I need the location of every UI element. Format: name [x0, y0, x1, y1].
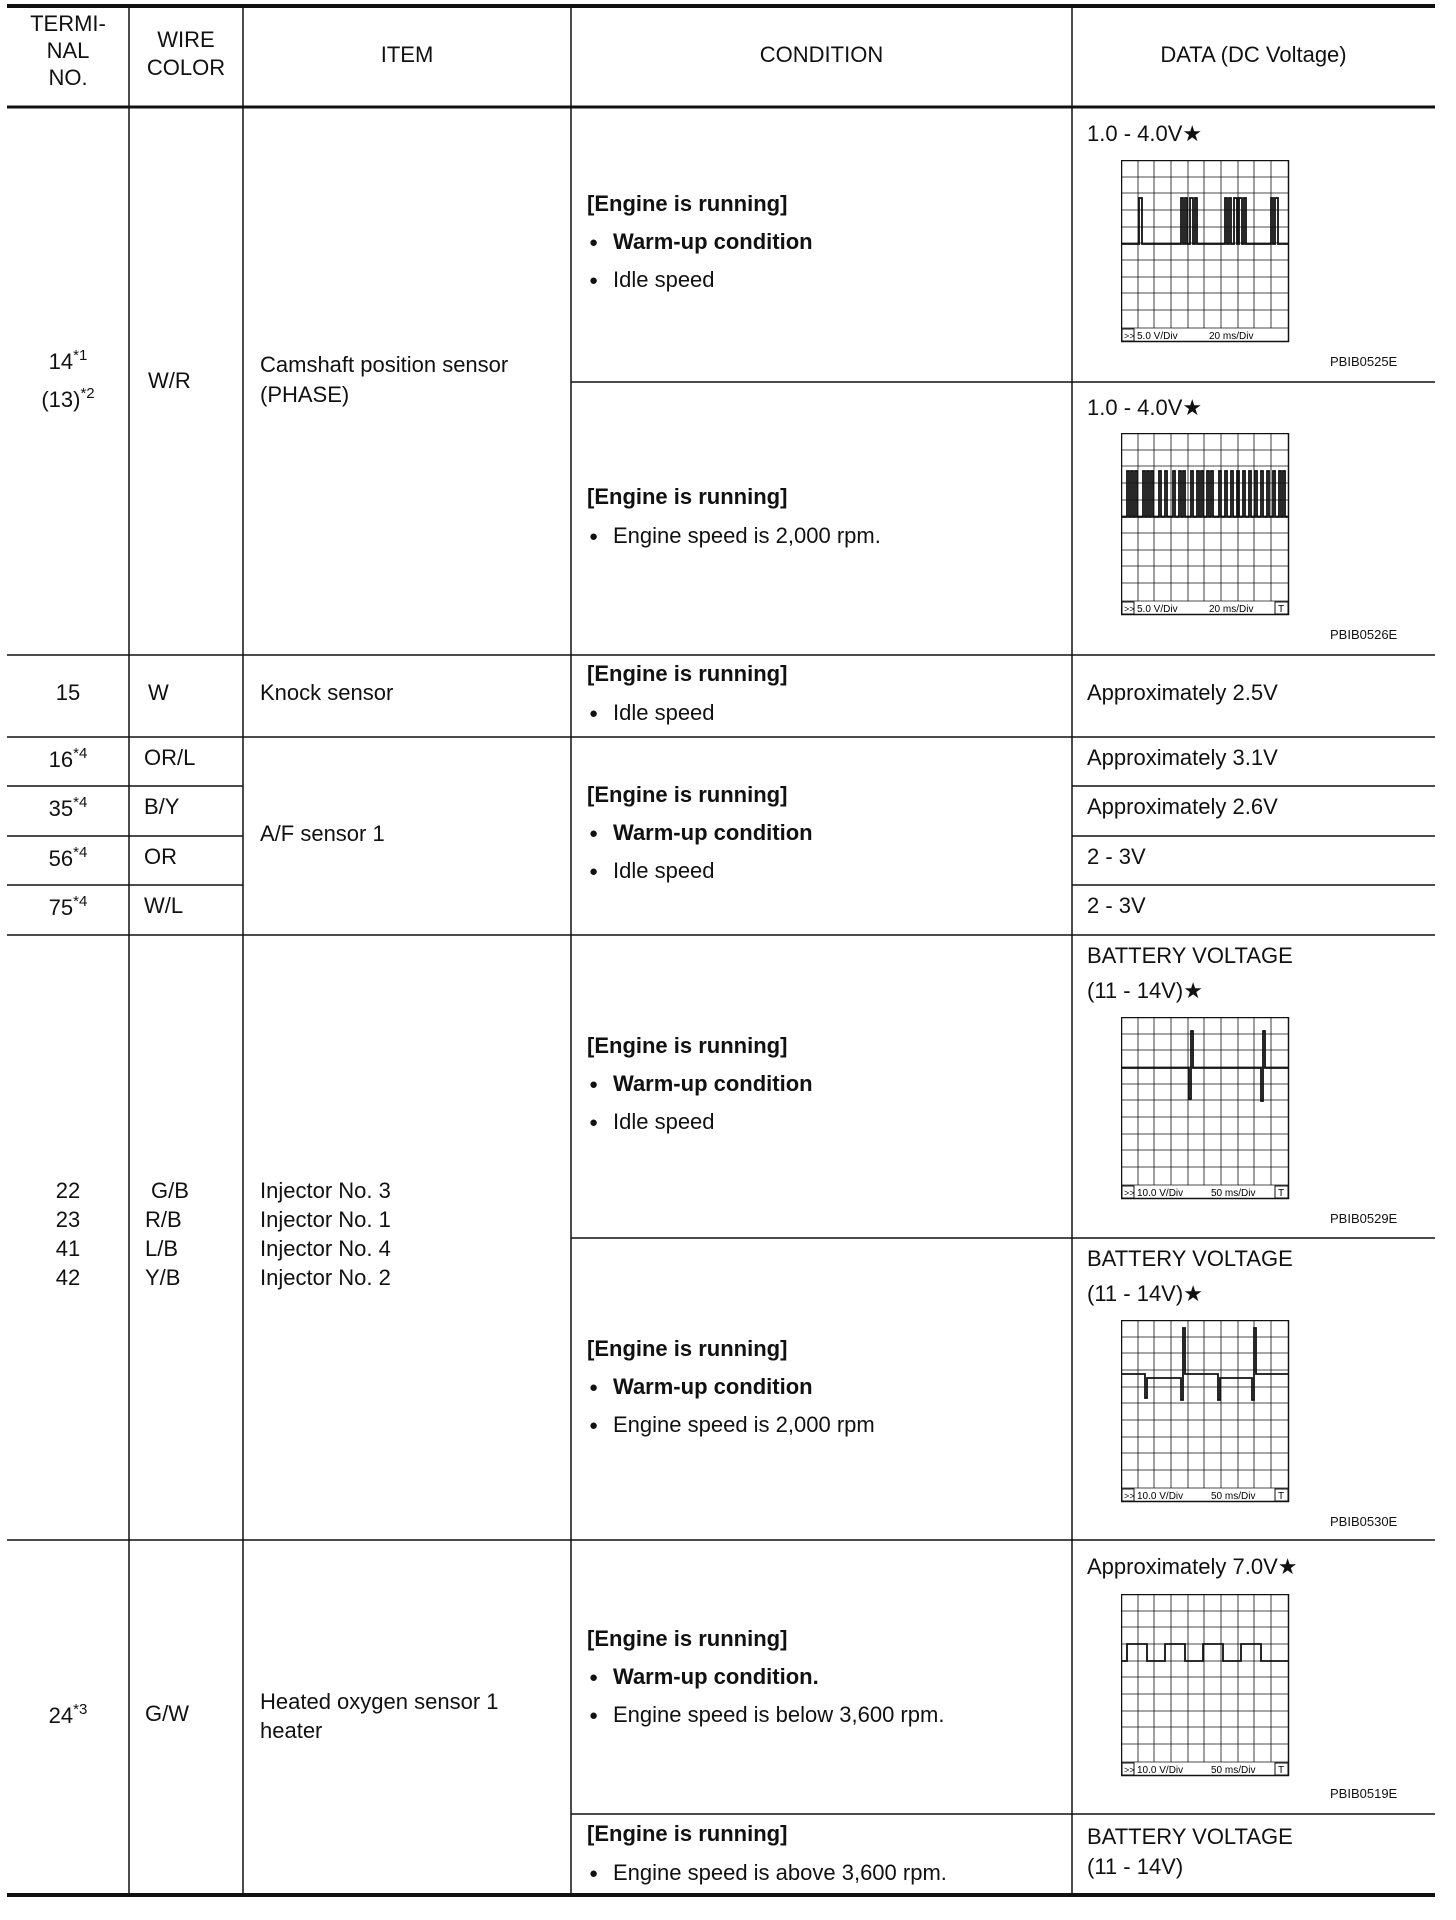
af-wire: W/L — [144, 893, 184, 918]
cond-engine-running: [Engine is running] — [587, 1626, 788, 1651]
star-icon: ★ — [1182, 395, 1203, 420]
header-terminal: TERMI- NAL NO. — [30, 11, 106, 90]
af-data: Approximately 3.1V — [1087, 745, 1278, 770]
cam-wire: W/R — [148, 368, 191, 393]
figure-code: PBIB0526E — [1330, 627, 1398, 642]
cond-engine-running: [Engine is running] — [587, 661, 788, 686]
star-icon: ★ — [1183, 978, 1203, 1003]
header-condition: CONDITION — [759, 42, 884, 67]
af-item: A/F sensor 1 — [260, 821, 385, 846]
cond-idle: ● Idle speed — [589, 857, 715, 886]
figure-code: PBIB0529E — [1330, 1211, 1398, 1226]
af-data: Approximately 2.6V — [1087, 794, 1278, 819]
star-icon: ★ — [1182, 121, 1203, 146]
scope-time-div: 50 ms/Div — [1211, 1765, 1256, 1776]
inj-scope-2000rpm — [1121, 1320, 1291, 1504]
scope-volt-div: 5.0 V/Div — [1137, 604, 1178, 615]
inj-data-2-line1: BATTERY VOLTAGE — [1087, 1246, 1293, 1271]
inj-wire: R/B — [145, 1207, 182, 1232]
inj-terminal: 23 — [55, 1207, 81, 1232]
inj-item: Injector No. 2 — [260, 1265, 391, 1290]
af-wire: B/Y — [144, 794, 180, 819]
cond-warmup: ● Warm-up condition — [589, 1373, 813, 1402]
cond-engine-speed: ● Engine speed is 2,000 rpm. — [589, 522, 881, 551]
cond-warmup: ● Warm-up condition — [589, 228, 813, 257]
heater-scope — [1121, 1594, 1291, 1778]
scope-volt-div: 10.0 V/Div — [1137, 1188, 1184, 1199]
inj-terminal: 41 — [55, 1236, 81, 1261]
cond-engine-running: [Engine is running] — [587, 484, 788, 509]
cond-idle: ● Idle speed — [589, 266, 715, 295]
af-data: 2 - 3V — [1087, 893, 1146, 918]
heater-wire: G/W — [145, 1701, 189, 1726]
cond-engine-running: [Engine is running] — [587, 1336, 788, 1361]
inj-terminal: 42 — [55, 1265, 81, 1290]
inj-item: Injector No. 4 — [260, 1236, 391, 1261]
heater-item-line2: heater — [260, 1718, 323, 1743]
svg-text:T: T — [1278, 1491, 1285, 1502]
svg-text:>>: >> — [1124, 331, 1135, 341]
knock-item: Knock sensor — [260, 680, 394, 705]
cond-engine-speed: ● Engine speed is above 3,600 rpm. — [589, 1859, 947, 1888]
cond-engine-running: [Engine is running] — [587, 1033, 788, 1058]
figure-code: PBIB0530E — [1330, 1514, 1398, 1529]
header-wire-color: WIRE COLOR — [146, 27, 226, 80]
star-icon: ★ — [1183, 1281, 1203, 1306]
cam-scope-2000rpm — [1121, 433, 1291, 617]
scope-time-div: 20 ms/Div — [1209, 604, 1254, 615]
svg-text:>>: >> — [1124, 1765, 1135, 1775]
cam-data-2: 1.0 - 4.0V★ — [1087, 395, 1203, 420]
svg-text:T: T — [1278, 1188, 1285, 1199]
cond-idle: ● Idle speed — [589, 1108, 715, 1137]
cam-data-1: 1.0 - 4.0V★ — [1087, 121, 1203, 146]
svg-text:>>: >> — [1124, 1491, 1135, 1501]
scope-volt-div: 10.0 V/Div — [1137, 1491, 1184, 1502]
cond-warmup: ● Warm-up condition — [589, 1070, 813, 1099]
cond-engine-running: [Engine is running] — [587, 1821, 788, 1846]
inj-data-2-line2: (11 - 14V)★ — [1087, 1281, 1203, 1306]
af-wire: OR/L — [144, 745, 196, 770]
cond-engine-speed: ● Engine speed is below 3,600 rpm. — [589, 1701, 944, 1730]
knock-data: Approximately 2.5V — [1087, 680, 1278, 705]
inj-wire: L/B — [145, 1236, 179, 1261]
heater-data-1: Approximately 7.0V★ — [1087, 1554, 1298, 1579]
af-terminal: 35$^{*4}$ — [48, 794, 88, 821]
inj-scope-idle — [1121, 1017, 1291, 1201]
heater-data-2-line1: BATTERY VOLTAGE — [1087, 1824, 1293, 1849]
figure-code: PBIB0525E — [1330, 354, 1398, 369]
af-terminal: 56$^{*4}$ — [48, 844, 88, 871]
cond-engine-running: [Engine is running] — [587, 782, 788, 807]
inj-item: Injector No. 1 — [260, 1207, 391, 1232]
header-item: ITEM — [380, 42, 434, 67]
scope-volt-div: 10.0 V/Div — [1137, 1765, 1184, 1776]
svg-text:T: T — [1278, 604, 1285, 615]
inj-wire: Y/B — [145, 1265, 181, 1290]
cam-item-line1: Camshaft position sensor — [260, 352, 509, 377]
heater-terminal: 24$^{*3}$ — [48, 1701, 88, 1728]
cond-warmup: ● Warm-up condition. — [589, 1663, 819, 1692]
inj-terminal: 22 — [55, 1178, 81, 1203]
heater-data-2-line2: (11 - 14V) — [1087, 1854, 1184, 1879]
knock-terminal: 15 — [55, 680, 81, 705]
inj-data-1-line1: BATTERY VOLTAGE — [1087, 943, 1293, 968]
figure-code: PBIB0519E — [1330, 1786, 1398, 1801]
cond-idle: ● Idle speed — [589, 699, 715, 728]
cond-engine-running: [Engine is running] — [587, 191, 788, 216]
scope-time-div: 20 ms/Div — [1209, 331, 1254, 342]
svg-text:>>: >> — [1124, 1188, 1135, 1198]
scope-volt-div: 5.0 V/Div — [1137, 331, 1178, 342]
cam-scope-idle — [1121, 160, 1291, 344]
af-wire: OR — [144, 844, 177, 869]
header-data: DATA (DC Voltage) — [1160, 42, 1347, 67]
inj-item: Injector No. 3 — [260, 1178, 391, 1203]
knock-wire: W — [148, 680, 169, 705]
svg-text:>>: >> — [1124, 604, 1135, 614]
cond-warmup: ● Warm-up condition — [589, 819, 813, 848]
af-terminal: 75$^{*4}$ — [48, 893, 88, 920]
inj-wire: G/B — [151, 1178, 189, 1203]
af-data: 2 - 3V — [1087, 844, 1146, 869]
inj-data-1-line2: (11 - 14V)★ — [1087, 978, 1203, 1003]
scope-time-div: 50 ms/Div — [1211, 1188, 1256, 1199]
af-terminal: 16$^{*4}$ — [48, 745, 88, 772]
scope-time-div: 50 ms/Div — [1211, 1491, 1256, 1502]
svg-text:T: T — [1278, 1765, 1285, 1776]
cam-terminal-b: $(13)^{*2}$ — [41, 385, 95, 412]
cam-terminal-a: 14$^{*1}$ — [48, 347, 88, 374]
star-icon: ★ — [1277, 1554, 1298, 1579]
heater-item-line1: Heated oxygen sensor 1 — [260, 1689, 499, 1714]
cond-engine-speed: ● Engine speed is 2,000 rpm — [589, 1411, 875, 1440]
cam-item-line2: (PHASE) — [260, 382, 350, 407]
